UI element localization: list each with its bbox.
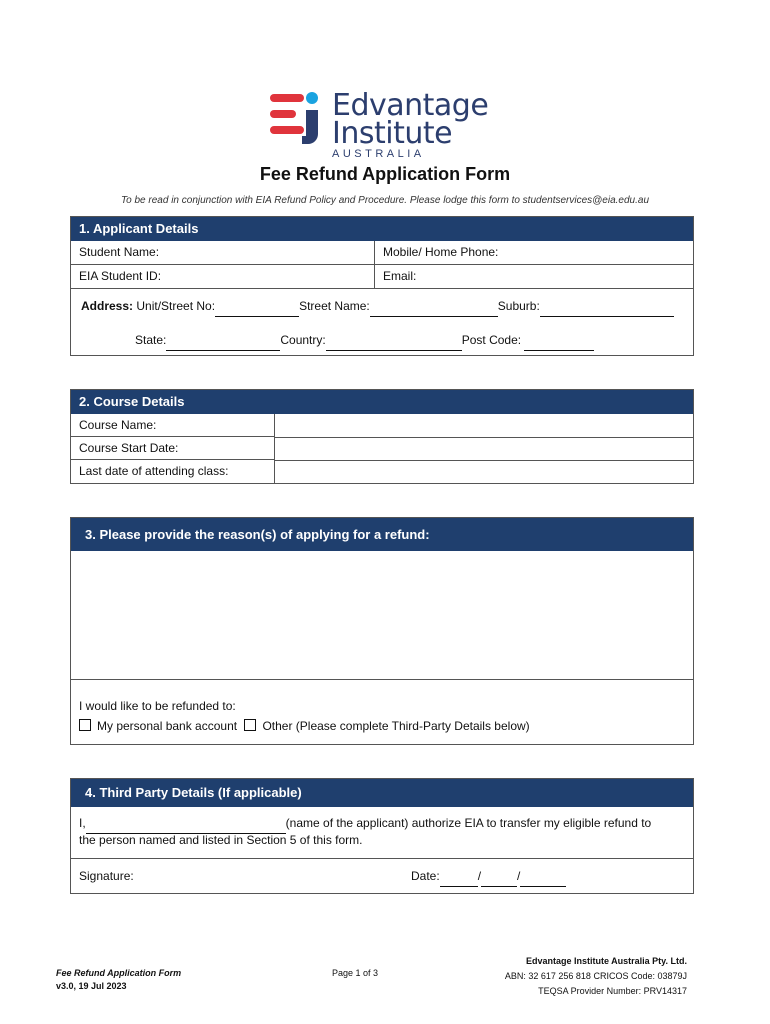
- refund-options: [71, 715, 681, 737]
- student-id-field[interactable]: [71, 265, 375, 289]
- bank-account-label: My personal bank account: [97, 719, 238, 733]
- date-day-input[interactable]: [440, 872, 478, 887]
- refund-reason-section: [70, 517, 694, 745]
- unit-street-no-label: Unit/Street No:: [136, 299, 216, 313]
- bank-account-checkbox[interactable]: [79, 719, 91, 731]
- student-name-field[interactable]: [71, 241, 375, 265]
- mobile-phone-field[interactable]: [375, 241, 693, 265]
- logo-line2: Institute: [332, 116, 453, 151]
- address-label: Address:: [81, 299, 134, 313]
- email-label: Email:: [383, 269, 417, 283]
- course-name-input[interactable]: [275, 414, 693, 438]
- section3-header: 3. Please provide the reason(s) of applying for a refund:: [71, 518, 693, 551]
- course-start-label-cell: [71, 437, 275, 460]
- footer-company: Edvantage Institute Australia Pty. Ltd.: [525, 956, 687, 966]
- student-name-label: Student Name:: [79, 245, 160, 259]
- country-label: Country:: [280, 333, 326, 347]
- date-month-input[interactable]: [481, 872, 517, 887]
- street-name-label: Street Name:: [299, 299, 370, 313]
- suburb-input[interactable]: [540, 302, 674, 317]
- suburb-label: Suburb:: [497, 299, 540, 313]
- country-input[interactable]: [326, 336, 462, 351]
- email-field[interactable]: [375, 265, 693, 289]
- section2-header: 2. Course Details: [71, 390, 693, 414]
- footer-form-name: Fee Refund Application Form: [56, 968, 182, 978]
- course-details-section: [70, 389, 694, 484]
- section4-header: 4. Third Party Details (If applicable): [71, 779, 693, 807]
- course-name-label-cell: [71, 414, 275, 437]
- address-row-2: [127, 329, 687, 349]
- mobile-phone-label: Mobile/ Home Phone:: [383, 245, 499, 259]
- date-label: Date:: [411, 869, 440, 883]
- form-subtitle: To be read in conjunction with EIA Refund Policy and Procedure. Please lodge this form to studentservices@eia.edu.au: [120, 195, 650, 206]
- footer-teqsa: TEQSA Provider Number: PRV14317: [538, 986, 687, 996]
- footer-abn: ABN: 32 617 256 818 CRICOS Code: 03879J: [504, 971, 687, 981]
- footer-form-info: [56, 968, 256, 991]
- authorization-line-2: the person named and listed in Section 5 of this form.: [79, 833, 363, 847]
- eia-logo: [268, 90, 508, 162]
- auth-text: (name of the applicant) authorize EIA to transfer my eligible refund to: [285, 816, 652, 830]
- signature-field[interactable]: [71, 865, 371, 887]
- footer-company-info: [440, 954, 687, 999]
- signature-label: Signature:: [79, 869, 134, 883]
- post-code-label: Post Code:: [461, 333, 522, 347]
- state-input[interactable]: [166, 336, 280, 351]
- third-party-section: [70, 778, 694, 894]
- other-checkbox[interactable]: [244, 719, 256, 731]
- course-start-date-label: Course Start Date:: [79, 441, 179, 455]
- eia-logo-mark-icon: [268, 90, 328, 162]
- last-date-label: Last date of attending class:: [79, 464, 229, 478]
- refund-reason-textarea[interactable]: [71, 551, 693, 680]
- other-option-label: Other (Please complete Third-Party Details below): [262, 719, 530, 733]
- course-start-date-input[interactable]: [275, 437, 693, 461]
- date-year-input[interactable]: [520, 872, 566, 887]
- last-date-label-cell: [71, 460, 275, 483]
- unit-street-no-input[interactable]: [215, 302, 299, 317]
- post-code-input[interactable]: [524, 336, 594, 351]
- form-title: Fee Refund Application Form: [259, 164, 511, 184]
- date-field: Date: / /: [403, 865, 663, 887]
- address-row-1: [73, 295, 693, 315]
- footer-version: v3.0, 19 Jul 2023: [56, 981, 127, 991]
- refund-to-label: I would like to be refunded to:: [79, 699, 236, 713]
- last-date-input[interactable]: [275, 460, 693, 483]
- state-label: State:: [135, 333, 167, 347]
- auth-prefix: I,: [79, 816, 86, 830]
- applicant-details-section: [70, 216, 694, 356]
- student-id-label: EIA Student ID:: [79, 269, 162, 283]
- logo-line1: Edvantage: [332, 88, 489, 123]
- section1-header: 1. Applicant Details: [71, 217, 693, 241]
- section4-divider: [71, 858, 693, 859]
- footer-page-number: Page 1 of 3: [331, 968, 379, 978]
- course-name-label: Course Name:: [79, 418, 157, 432]
- street-name-input[interactable]: [370, 302, 498, 317]
- logo-line3: AUSTRALIA: [332, 148, 425, 160]
